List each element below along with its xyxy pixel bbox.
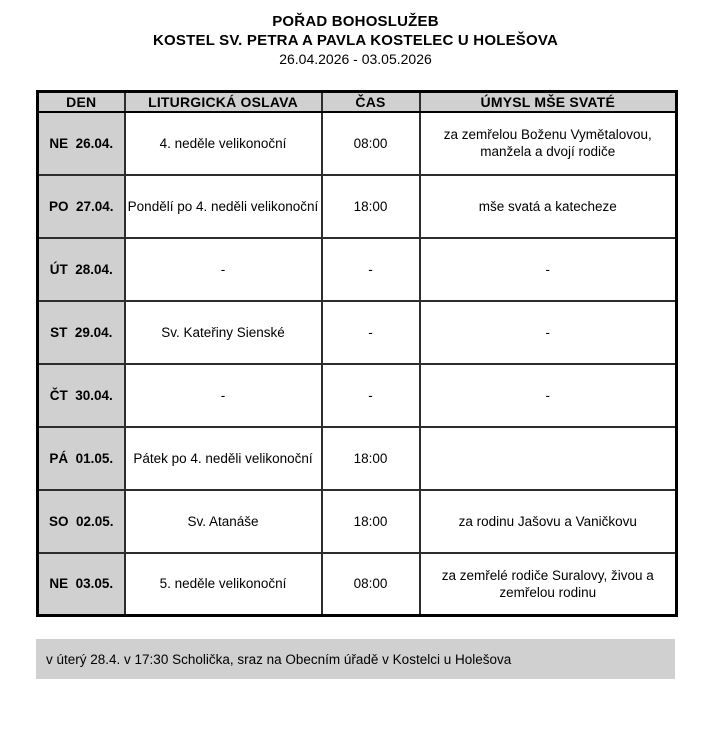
intention-cell: - bbox=[420, 364, 677, 427]
column-header-liturgicka-oslava: LITURGICKÁ OSLAVA bbox=[125, 92, 322, 112]
table-body bbox=[38, 112, 677, 616]
intention-cell: za zemřelé rodiče Suralovy, živou a zemřelou rodinu bbox=[420, 553, 677, 616]
intention-cell: - bbox=[420, 301, 677, 364]
announcement-bar bbox=[36, 639, 675, 679]
time-cell: 18:00 bbox=[322, 490, 420, 553]
time-cell: 18:00 bbox=[322, 175, 420, 238]
celebration-cell: Sv. Atanáše bbox=[125, 490, 322, 553]
page-title: POŘAD BOHOSLUŽEB bbox=[272, 13, 439, 30]
schedule-row bbox=[38, 301, 677, 364]
schedule-row bbox=[38, 490, 677, 553]
time-cell: - bbox=[322, 364, 420, 427]
schedule-table bbox=[36, 90, 678, 617]
column-header-umysl: ÚMYSL MŠE SVATÉ bbox=[420, 92, 677, 112]
schedule-row bbox=[38, 364, 677, 427]
time-cell: 08:00 bbox=[322, 112, 420, 175]
day-cell: SO 02.05. bbox=[38, 490, 125, 553]
document-header bbox=[36, 12, 675, 69]
date-range: 26.04.2026 - 03.05.2026 bbox=[279, 51, 432, 67]
intention-cell: - bbox=[420, 238, 677, 301]
announcement-text: v úterý 28.4. v 17:30 Scholička, sraz na Obecním úřadě v Kostelci u Holešova bbox=[46, 651, 512, 667]
celebration-cell: - bbox=[125, 364, 322, 427]
time-cell: 18:00 bbox=[322, 427, 420, 490]
day-cell: NE 26.04. bbox=[38, 112, 125, 175]
day-cell: ÚT 28.04. bbox=[38, 238, 125, 301]
celebration-cell: - bbox=[125, 238, 322, 301]
page bbox=[36, 0, 675, 679]
column-header-cas: ČAS bbox=[322, 92, 420, 112]
intention-cell: mše svatá a katecheze bbox=[420, 175, 677, 238]
day-cell: PÁ 01.05. bbox=[38, 427, 125, 490]
header-row bbox=[38, 92, 677, 112]
column-header-den: DEN bbox=[38, 92, 125, 112]
celebration-cell: 4. neděle velikonoční bbox=[125, 112, 322, 175]
day-cell: ČT 30.04. bbox=[38, 364, 125, 427]
celebration-cell: Pátek po 4. neděli velikonoční bbox=[125, 427, 322, 490]
time-cell: - bbox=[322, 301, 420, 364]
celebration-cell: 5. neděle velikonoční bbox=[125, 553, 322, 616]
schedule-row bbox=[38, 112, 677, 175]
time-cell: - bbox=[322, 238, 420, 301]
intention-cell bbox=[420, 427, 677, 490]
day-cell: PO 27.04. bbox=[38, 175, 125, 238]
intention-cell: za zemřelou Boženu Vymětalovou, manžela a dvojí rodiče bbox=[420, 112, 677, 175]
intention-cell: za rodinu Jašovu a Vaničkovu bbox=[420, 490, 677, 553]
celebration-cell: Pondělí po 4. neděli velikonoční bbox=[125, 175, 322, 238]
day-cell: ST 29.04. bbox=[38, 301, 125, 364]
celebration-cell: Sv. Kateřiny Sienské bbox=[125, 301, 322, 364]
schedule-row bbox=[38, 175, 677, 238]
schedule-row bbox=[38, 427, 677, 490]
schedule-row bbox=[38, 553, 677, 616]
table-header bbox=[38, 92, 677, 112]
time-cell: 08:00 bbox=[322, 553, 420, 616]
church-name: KOSTEL SV. PETRA A PAVLA KOSTELEC U HOLEŠOVA bbox=[153, 32, 558, 49]
day-cell: NE 03.05. bbox=[38, 553, 125, 616]
schedule-row bbox=[38, 238, 677, 301]
